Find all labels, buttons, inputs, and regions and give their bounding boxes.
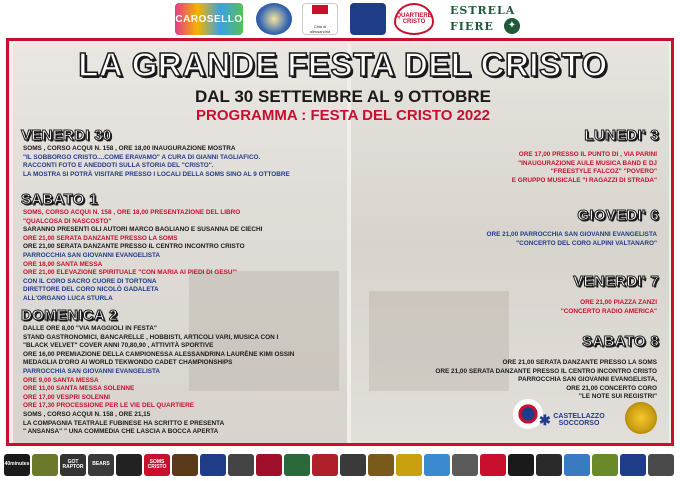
sponsor-logo: SOMS CRISTO bbox=[144, 454, 170, 476]
program-line: "FREESTYLE FALCOZ" "POVERO" bbox=[550, 168, 657, 176]
poster-frame bbox=[6, 38, 674, 446]
star-icon: ✦ bbox=[504, 18, 520, 34]
sponsor-logo bbox=[200, 454, 226, 476]
sponsor-logo bbox=[228, 454, 254, 476]
program-line: SARANNO PRESENTI GLI AUTORI MARCO BAGLIANO E SUSANNA DE CIECHI bbox=[23, 226, 263, 234]
day-heading-sabato-1: SABATO 1 bbox=[21, 191, 98, 208]
poster-title: LA GRANDE FESTA DEL CRISTO bbox=[78, 46, 608, 83]
blue-square-logo bbox=[350, 3, 386, 35]
gold-emblem-logo bbox=[625, 402, 657, 434]
star-of-life-icon: ✱ bbox=[539, 412, 551, 428]
program-line: PARROCCHIA SAN GIOVANNI EVANGELISTA bbox=[23, 367, 161, 375]
program-line: STAND GASTRONOMICI, BANCARELLE , HOBBISTI, ARTICOLI VARI, MUSICA CON I bbox=[23, 333, 279, 341]
program-line: ORE 21,00 CONCERTO CORO bbox=[566, 384, 657, 392]
program-line: ORE 21,00 ELEVAZIONE SPIRITUALE "CON MARIA AI PIEDI DI GESU'" bbox=[23, 269, 238, 277]
program-line: ORE 17,00 PRESSO IL PUNTO DI , VIA PARINI bbox=[518, 151, 657, 158]
sponsor-logo bbox=[620, 454, 646, 476]
header-logos bbox=[0, 0, 680, 38]
poster-dates: DAL 30 SETTEMBRE AL 9 OTTOBRE bbox=[195, 87, 491, 106]
sponsor-logo bbox=[172, 454, 198, 476]
program-line: CON IL CORO SACRO CUORE DI TORTONA bbox=[23, 277, 157, 285]
day-heading-lunedi-3: LUNEDI' 3 bbox=[584, 127, 659, 144]
program-line: "BLACK VELVET" COVER ANNI 70,80,90 , ATTIVITÀ SPORTIVE bbox=[23, 342, 214, 350]
estrela-line1: ESTRELA bbox=[450, 4, 516, 17]
sponsor-logo bbox=[592, 454, 618, 476]
quartiere-cristo-logo: QUARTIERE CRISTO bbox=[394, 3, 434, 35]
program-line: ORE 21,00 SERATA DANZANTE PRESSO IL CENTRO INCONTRO CRISTO bbox=[23, 243, 245, 251]
day-heading-venerdi-30: VENERDI 30 bbox=[21, 127, 112, 144]
program-line: ORE 21,00 PARROCCHIA SAN GIOVANNI EVANGELISTA bbox=[486, 231, 657, 238]
day-block-sabato-1 bbox=[23, 209, 262, 304]
program-line: "INAUGURAZIONE AULE MUSICA BAND E DJ bbox=[518, 159, 657, 167]
program-line: ORE 21,00 PIAZZA ZANZI bbox=[580, 299, 657, 306]
program-line: ORE 17,00 VESPRI SOLENNI bbox=[23, 393, 111, 401]
castellazzo-line2: SOCCORSO bbox=[558, 420, 600, 427]
program-line: LA COMPAGNIA TEATRALE FUBINESE HA SCRITTO E PRESENTA bbox=[23, 419, 225, 427]
sponsor-logo bbox=[564, 454, 590, 476]
sponsor-logo bbox=[312, 454, 338, 476]
program-line: ORE 17,30 PROCESSIONE PER LE VIE DEL QUARTIERE bbox=[23, 402, 195, 410]
shield-icon bbox=[312, 5, 328, 23]
program-line: PARROCCHIA SAN GIOVANNI EVANGELISTA, bbox=[518, 376, 657, 384]
sponsor-logo: GOT RAPTOR bbox=[60, 454, 86, 476]
program-line: DALLE ORE 8,00 "VIA MAGGIOLI IN FESTA" bbox=[23, 325, 157, 332]
sponsor-logo bbox=[256, 454, 282, 476]
sponsor-logo bbox=[340, 454, 366, 476]
day-heading-venerdi-7: VENERDI' 7 bbox=[573, 273, 659, 290]
program-line: RACCONTI FOTO E ANEDDOTI SULLA STORIA DEL "CRISTO". bbox=[23, 162, 214, 170]
sponsor-logo bbox=[536, 454, 562, 476]
program-line: " ANSANSA" " UNA COMMEDIA CHE LASCIA A BOCCA APERTA bbox=[23, 428, 219, 436]
program-line: "LE NOTE SUI REGISTRI" bbox=[578, 393, 657, 401]
program-line: ORE 21,00 SERATA DANZANTE PRESSO IL CENTRO INCONTRO CRISTO bbox=[435, 367, 657, 375]
day-block-venerdi-30 bbox=[23, 145, 290, 179]
program-line: E GRUPPO MUSICALE "I RAGAZZI DI STRADA" bbox=[511, 176, 657, 184]
day-block-lunedi-3 bbox=[512, 151, 657, 185]
sponsor-logo bbox=[284, 454, 310, 476]
sponsor-logo bbox=[508, 454, 534, 476]
poster-programma: PROGRAMMA : FESTA DEL CRISTO 2022 bbox=[196, 107, 490, 124]
estrela-line2: FIERE bbox=[450, 20, 494, 33]
day-heading-sabato-8: SABATO 8 bbox=[582, 333, 659, 350]
carosello-logo: CAROSELLO bbox=[175, 3, 243, 35]
program-line: "QUALCOSA DI NASCOSTO" bbox=[23, 217, 112, 225]
sponsor-logo bbox=[424, 454, 450, 476]
program-line: LA MOSTRA SI POTRÀ VISITARE PRESSO I LOCALI DELLA SOMS SINO AL 9 OTTOBRE bbox=[23, 170, 290, 178]
day-heading-domenica-2: DOMENICA 2 bbox=[21, 307, 118, 324]
castellazzo-line1: CASTELLAZZO bbox=[553, 413, 605, 420]
program-line: ORE 18,00 SANTA MESSA bbox=[23, 260, 103, 268]
sponsor-logo bbox=[116, 454, 142, 476]
program-line: SOMS, CORSO ACQUI N. 158 , ORE 18,00 PRESENTAZIONE DEL LIBRO bbox=[23, 209, 241, 216]
day-block-sabato-8 bbox=[435, 359, 657, 402]
sponsor-logo bbox=[32, 454, 58, 476]
program-line: ORE 9,00 SANTA MESSA bbox=[23, 376, 99, 384]
program-line: SOMS , CORSO ACQUI N. 158 , ORE 18,00 INAUGURAZIONE MOSTRA bbox=[23, 145, 236, 152]
sponsor-logo bbox=[480, 454, 506, 476]
estrela-fiere-logo bbox=[446, 2, 524, 36]
sponsor-logo bbox=[396, 454, 422, 476]
sponsor-logo bbox=[452, 454, 478, 476]
sponsor-logo: BEARS bbox=[88, 454, 114, 476]
sponsor-logo bbox=[648, 454, 674, 476]
day-heading-giovedi-6: GIOVEDI' 6 bbox=[577, 207, 659, 224]
day-block-domenica-2 bbox=[23, 325, 294, 437]
program-line: SOMS , CORSO ACQUI N. 158 , ORE 21,15 bbox=[23, 410, 151, 418]
program-line: ORE 16,00 PREMIAZIONE DELLA CAMPIONESSA ALESSANDRINA LAURÈNE KIMI OSSIN bbox=[23, 350, 295, 358]
castellazzo-soccorso-logo bbox=[539, 409, 609, 431]
program-line: "CONCERTO RADIO AMERICA" bbox=[560, 307, 657, 315]
day-block-giovedi-6 bbox=[487, 231, 657, 248]
program-line: ORE 11,00 SANTA MESSA SOLENNE bbox=[23, 385, 135, 393]
sponsor-strip bbox=[0, 450, 680, 481]
poster bbox=[0, 38, 680, 450]
program-line: PARROCCHIA SAN GIOVANNI EVANGELISTA bbox=[23, 251, 161, 259]
program-line: DIRETTORE DEL CORO NICOLÒ GADALETA bbox=[23, 286, 159, 294]
program-line: "CONCERTO DEL CORO ALPINI VALTANARO" bbox=[516, 239, 657, 247]
program-line: ORE 21,00 SERATA DANZANTE PRESSO LA SOMS bbox=[23, 234, 178, 242]
circle-crest-logo bbox=[256, 3, 292, 35]
sponsor-logo: 40minutes bbox=[4, 454, 30, 476]
city-crest-logo bbox=[302, 3, 338, 35]
program-line: "IL SOBBORGO CRISTO....COME ERAVAMO" A CURA DI GIANNI TAGLIAFICO. bbox=[23, 153, 261, 161]
day-block-venerdi-7 bbox=[561, 299, 657, 316]
city-caption: Città di alessandria bbox=[309, 23, 331, 34]
program-line: ALL'ORGANO LUCA STURLA bbox=[23, 294, 113, 302]
sponsor-logo bbox=[368, 454, 394, 476]
program-line: MEDAGLIA D'ORO AI WORLD TEKWONDO CADET CHAMPIONSHIPS bbox=[23, 359, 233, 367]
program-line: ORE 21,00 SERATA DANZANTE PRESSO LA SOMS bbox=[502, 359, 657, 366]
